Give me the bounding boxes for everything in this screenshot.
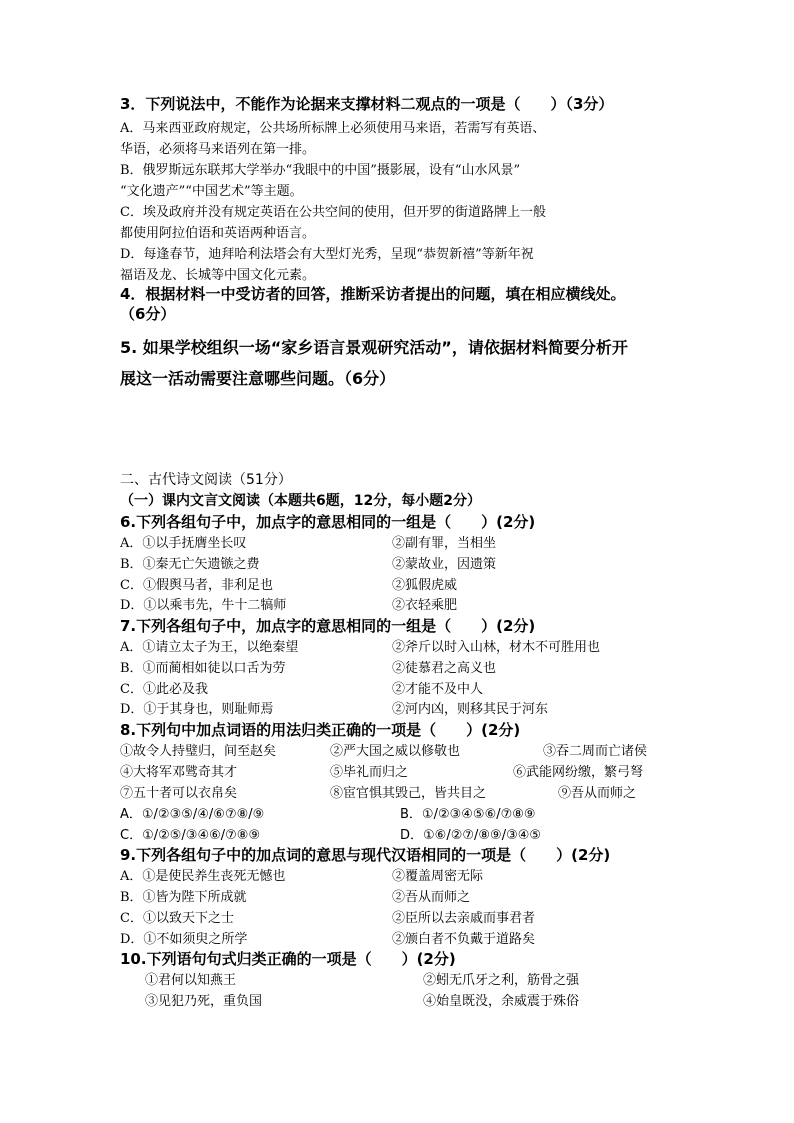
question-6-option-b-right: ②蒙故业，因遗策 bbox=[392, 557, 497, 572]
question-6-option-c-right: ②狐假虎威 bbox=[392, 578, 458, 593]
question-6-option-c-left: C．①假舆马者，非利足也 bbox=[120, 578, 273, 593]
question-10-sentence: ①君何以知燕王 bbox=[145, 973, 237, 988]
question-9-option-a-left: A．①是使民养生丧死无憾也 bbox=[120, 869, 286, 884]
question-8-sentence: ①故令人持璧归，间至赵矣 bbox=[120, 744, 277, 759]
question-4-line-2: （6分） bbox=[120, 305, 176, 323]
question-8-option-c: C．①/②⑤/③④⑥/⑦⑧⑨ bbox=[120, 828, 261, 843]
question-8-sentence: ②严大国之威以修敬也 bbox=[330, 744, 461, 759]
question-8-sentence: ④大将军邓骘奇其才 bbox=[120, 765, 238, 780]
question-9-option-b-left: B．①皆为陛下所成就 bbox=[120, 890, 247, 905]
question-8-option-a: A．①/②③⑤/④/⑥⑦⑧/⑨ bbox=[120, 807, 265, 822]
question-9-option-d-left: D．①不如须臾之所学 bbox=[120, 932, 248, 947]
question-7-option-d-left: D．①于其身也，则耻师焉 bbox=[120, 702, 274, 717]
question-6-option-d-right: ②衣轻乘肥 bbox=[392, 598, 458, 613]
question-3-option-b-line-1: B．俄罗斯远东联邦大学举办“我眼中的中国”摄影展，设有“山水风景” bbox=[120, 163, 521, 178]
question-8-sentence: ⑦五十者可以衣帛矣 bbox=[120, 786, 238, 801]
section-2-subtitle: （一）课内文言文阅读（本题共6题，12分，每小题2分） bbox=[120, 493, 481, 509]
question-5-line-2: 展这一活动需要注意哪些问题。（6分） bbox=[120, 369, 396, 388]
question-7-option-b-right: ②徒慕君之高义也 bbox=[392, 661, 497, 676]
question-3-stem: 3．下列说法中，不能作为论据来支撑材料二观点的一项是（ ）（3分） bbox=[120, 95, 614, 113]
question-6-option-b-left: B．①秦无亡矢遗镞之费 bbox=[120, 557, 260, 572]
question-7-option-c-left: C．①此必及我 bbox=[120, 682, 208, 697]
question-7-stem: 7.下列各组句子中，加点字的意思相同的一组是（ ）(2分) bbox=[120, 617, 536, 635]
question-8-stem: 8.下列句中加点词语的用法归类正确的一项是（ ）(2分) bbox=[120, 721, 521, 739]
question-8-sentence: ⑤毕礼而归之 bbox=[330, 765, 409, 780]
question-9-option-c-left: C．①以致天下之士 bbox=[120, 911, 234, 926]
question-6-option-a-right: ②副有罪，当相坐 bbox=[392, 536, 497, 551]
question-3-option-a-line-1: A．马来西亚政府规定，公共场所标牌上必须使用马来语，若需写有英语、 bbox=[120, 121, 546, 136]
question-5-line-1: 5. 如果学校组织一场“家乡语言景观研究活动”，请依据材料简要分析开 bbox=[120, 338, 628, 357]
question-3-option-b-line-2: “文化遗产”“中国艺术”等主题。 bbox=[120, 184, 303, 199]
question-10-sentence: ③见犯乃死，重负国 bbox=[145, 994, 263, 1009]
question-8-option-d: D．①⑥/②⑦/⑧⑨/③④⑤ bbox=[400, 828, 542, 843]
question-7-option-d-right: ②河内凶，则移其民于河东 bbox=[392, 702, 549, 717]
question-8-option-b: B．①/②③④⑤⑥/⑦⑧⑨ bbox=[400, 807, 536, 822]
question-10-stem: 10.下列语句句式归类正确的一项是（ ）(2分) bbox=[120, 950, 456, 968]
question-3-option-a-line-2: 华语，必须将马来语列在第一排。 bbox=[120, 142, 316, 157]
question-6-option-d-left: D．①以乘韦先，牛十二犒师 bbox=[120, 598, 287, 613]
question-7-option-c-right: ②才能不及中人 bbox=[392, 682, 484, 697]
question-9-option-c-right: ②臣所以去亲戚而事君者 bbox=[392, 911, 536, 926]
question-3-option-d-line-1: D．每逢春节，迪拜哈利法塔会有大型灯光秀，呈现“恭贺新禧”等新年祝 bbox=[120, 247, 534, 262]
section-2-title: 二、古代诗文阅读（51分） bbox=[120, 472, 292, 488]
question-10-sentence: ④始皇既没，余威震于殊俗 bbox=[423, 994, 580, 1009]
question-8-sentence: ⑧宦官惧其毁己，皆共目之 bbox=[330, 786, 487, 801]
question-9-option-b-right: ②吾从而师之 bbox=[392, 890, 471, 905]
question-9-option-a-right: ②覆盖周密无际 bbox=[392, 869, 484, 884]
question-6-stem: 6.下列各组句子中，加点字的意思相同的一组是（ ）(2分) bbox=[120, 513, 536, 531]
question-7-option-b-left: B．①而蔺相如徒以口舌为劳 bbox=[120, 661, 286, 676]
question-7-option-a-right: ②斧斤以时入山林，材木不可胜用也 bbox=[392, 640, 601, 655]
question-7-option-a-left: A．①请立太子为王，以绝秦望 bbox=[120, 640, 299, 655]
question-6-option-a-left: A．①以手抚膺坐长叹 bbox=[120, 536, 247, 551]
question-4-line-1: 4．根据材料一中受访者的回答，推断采访者提出的问题，填在相应横线处。 bbox=[120, 285, 626, 303]
question-3-option-d-line-2: 福语及龙、长城等中国文化元素。 bbox=[120, 268, 316, 283]
question-8-sentence: ⑥武能网纷缴，繁弓弩 bbox=[513, 765, 644, 780]
question-3-option-c-line-2: 都使用阿拉伯语和英语两种语言。 bbox=[120, 226, 316, 241]
question-8-sentence: ③吞二周而亡诸侯 bbox=[543, 744, 648, 759]
question-8-sentence: ⑨吾从而师之 bbox=[558, 786, 637, 801]
question-9-option-d-right: ②颁白者不负戴于道路矣 bbox=[392, 932, 536, 947]
question-9-stem: 9.下列各组句子中的加点词的意思与现代汉语相同的一项是（ ）(2分) bbox=[120, 846, 611, 864]
question-10-sentence: ②蚓无爪牙之利，筋骨之强 bbox=[423, 973, 580, 988]
question-3-option-c-line-1: C．埃及政府并没有规定英语在公共空间的使用，但开罗的街道路牌上一般 bbox=[120, 205, 546, 220]
